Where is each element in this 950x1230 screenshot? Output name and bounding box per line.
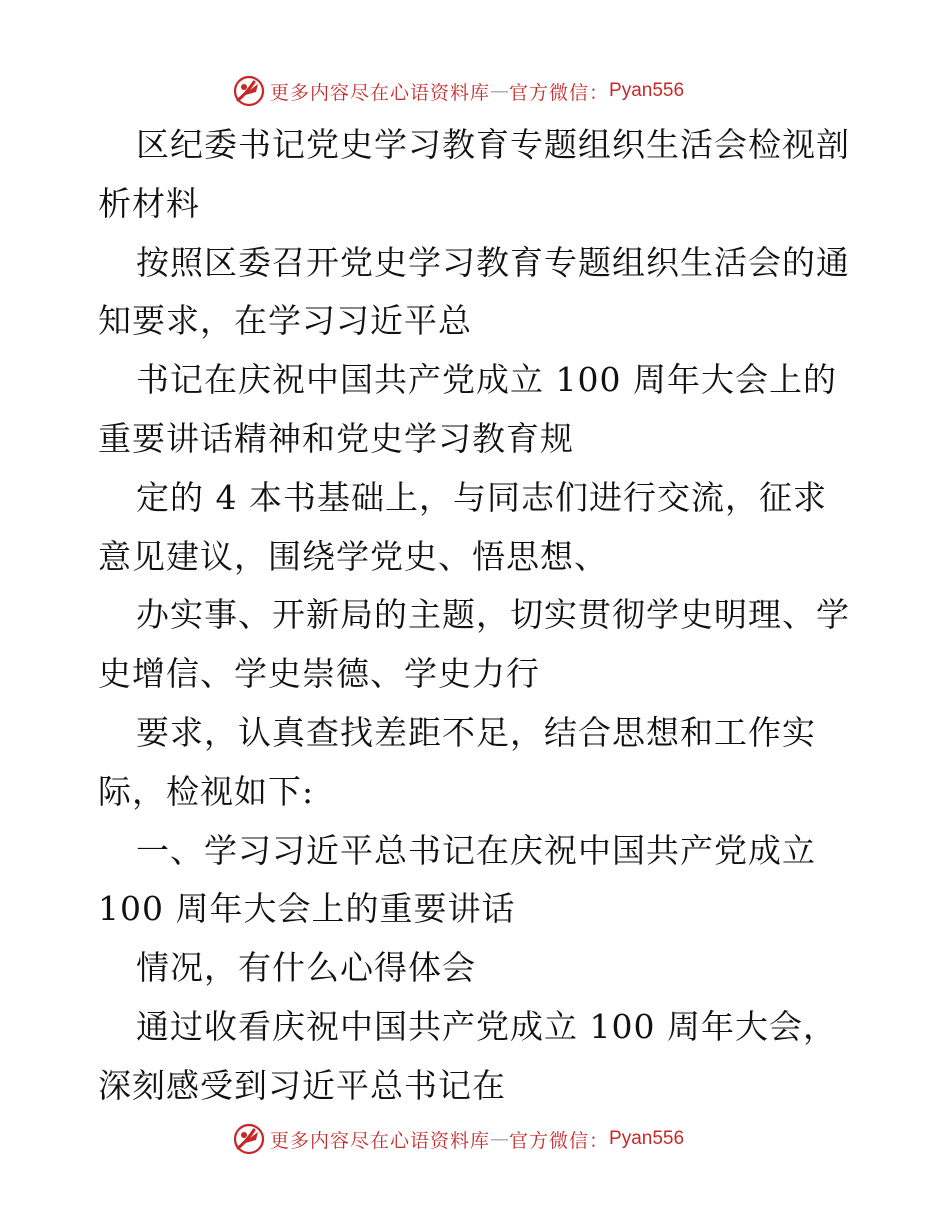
paragraph-line: 深刻感受到习近平总书记在 (98, 1065, 506, 1105)
document-body (98, 116, 858, 1116)
header-wechat-label: 官方微信： (509, 81, 610, 104)
title-line-2: 析材料 (98, 183, 200, 223)
header-banner (232, 74, 684, 108)
header-promo-text: 更多内容尽在心语资料库 (270, 81, 491, 104)
footer-wechat-id: Pyan556 (609, 1128, 685, 1149)
paragraph-line: 办实事、开新局的主题，切实贯彻学史明理、学 (136, 595, 850, 635)
paragraph-line: 知要求，在学习习近平总 (98, 301, 472, 341)
section-heading-line-1: 一、学习习近平总书记在庆祝中国共产党成立 (136, 830, 816, 870)
paragraph-line: 史增信、学史崇德、学史力行 (98, 654, 540, 694)
paragraph-line: 定的 4 本书基础上，与同志们进行交流，征求 (136, 477, 827, 517)
section-heading-line-2: 100 周年大会上的重要讲话 (98, 889, 516, 929)
footer-banner (232, 1122, 684, 1156)
footer-separator: — (490, 1128, 510, 1150)
title-line-1: 区纪委书记党史学习教育专题组织生活会检视剖 (136, 125, 850, 164)
footer-wechat-label: 官方微信： (509, 1129, 610, 1152)
paragraph-line: 意见建议，围绕学党史、悟思想、 (98, 536, 608, 576)
paragraph-line: 要求，认真查找差距不足，结合思想和工作实 (136, 712, 816, 752)
footer-promo-text: 更多内容尽在心语资料库 (270, 1129, 491, 1152)
pen-logo-icon (232, 74, 266, 108)
paragraph-line: 通过收看庆祝中国共产党成立 100 周年大会， (136, 1006, 837, 1046)
header-separator: — (490, 80, 510, 102)
paragraph-line: 按照区委召开党史学习教育专题组织生活会的通 (136, 242, 850, 282)
section-heading-line-3: 情况，有什么心得体会 (136, 948, 476, 988)
pen-logo-icon (232, 1122, 266, 1156)
header-wechat-id: Pyan556 (609, 80, 685, 101)
paragraph-line: 际，检视如下: (98, 771, 315, 811)
paragraph-line: 重要讲话精神和党史学习教育规 (98, 418, 574, 458)
paragraph-line: 书记在庆祝中国共产党成立 100 周年大会上的 (136, 360, 837, 400)
